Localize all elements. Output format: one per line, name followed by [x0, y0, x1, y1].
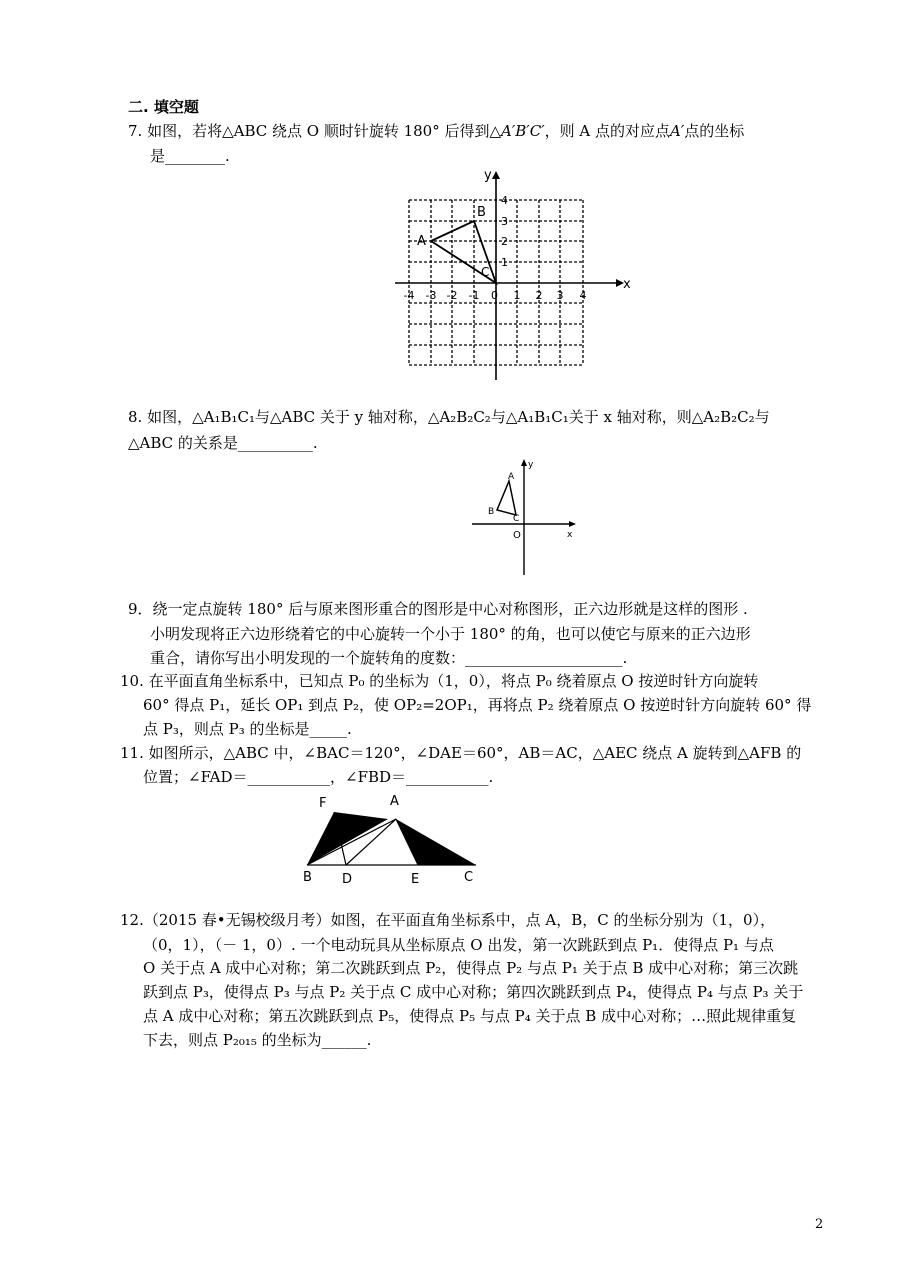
- q11-line2: 位置；∠FAD＝___________，∠FBD＝___________.: [143, 768, 494, 786]
- page-number: 2: [815, 1217, 824, 1232]
- fig7-xtick: -4: [403, 289, 415, 302]
- q7-line1: [128, 121, 744, 141]
- fig7-xtick: -1: [468, 289, 480, 302]
- q7-line2: 是________.: [150, 147, 230, 165]
- fig8-point-c: C: [513, 514, 520, 524]
- q11-line1: 11. 如图所示，△ABC 中，∠BAC＝120°，∠DAE＝60°，AB＝AC，△AEC 绕点 A 旋转到△AFB 的: [120, 744, 802, 762]
- section-title: 二. 填空题: [128, 98, 199, 116]
- fig8-diagram: [466, 457, 581, 579]
- fig7-xtick: 4: [579, 289, 587, 302]
- fig8-triangle-abc: [497, 481, 516, 515]
- q12-line1: 12.（2015 春•无锡校级月考）如图，在平面直角坐标系中，点 A，B，C 的坐标分别为（1，0），: [120, 911, 776, 929]
- fig11-point-a: A: [390, 794, 399, 809]
- fig11-point-b: B: [303, 870, 312, 885]
- fig7-point-b: B: [477, 205, 486, 220]
- fig11-point-e: E: [411, 872, 420, 887]
- q7-text-b: ，则 A 点的对应点: [544, 122, 670, 140]
- fig11-point-c: C: [464, 870, 474, 885]
- q10-line2: 60° 得点 P₁，延长 OP₁ 到点 P₂，使 OP₂=2OP₁，再将点 P₂ 绕着原点 O 按逆时针方向旋转 60° 得: [143, 696, 812, 714]
- fig11-diagram: [296, 790, 486, 890]
- q10-line1: 10. 在平面直角坐标系中，已知点 P₀ 的坐标为（1，0），将点 P₀ 绕着原点 O 按逆时针方向旋转: [120, 672, 759, 690]
- fig11-shaded-triangle-afb: [307, 812, 388, 865]
- fig8-x-label: x: [567, 530, 573, 540]
- q9-line1: 9．绕一定点旋转 180° 后与原来图形重合的图形是中心对称图形，正六边形就是这样的图形 .: [128, 600, 748, 618]
- fig7-xtick: -3: [425, 289, 437, 302]
- q12-line6: 下去，则点 P₂₀₁₅ 的坐标为______.: [143, 1031, 372, 1049]
- q8-line1: 8. 如图，△A₁B₁C₁与△ABC 关于 y 轴对称，△A₂B₂C₂与△A₁B₁C₁关于 x 轴对称，则△A₂B₂C₂与: [128, 408, 770, 426]
- fig8-y-arrow: [521, 459, 527, 466]
- fig7-xtick: -2: [446, 289, 458, 302]
- fig7-y-label: y: [484, 168, 492, 183]
- fig7-origin: 0: [491, 289, 498, 302]
- q12-line3: O 关于点 A 成中心对称；第二次跳跃到点 P₂，使得点 P₂ 与点 P₁ 关于点 B 成中心对称；第三次跳: [143, 959, 799, 977]
- fig7-ytick: 3: [501, 215, 508, 228]
- q7-math-triangle: A′B′C′: [501, 122, 545, 140]
- fig7-xtick: 3: [556, 289, 564, 302]
- q12-line4: 跃到点 P₃，使得点 P₃ 与点 P₂ 关于点 C 成中心对称；第四次跳跃到点 P₄，使得点 P₄ 与点 P₃ 关于: [143, 983, 804, 1001]
- q12-line2: （0，1），（－ 1，0）. 一个电动玩具从坐标原点 O 出发，第一次跳跃到点 P₁．使得点 P₁ 与点: [143, 936, 774, 954]
- fig7-grid-diagram: [390, 166, 640, 381]
- fig11-point-f: F: [319, 796, 327, 811]
- fig7-point-c: C: [481, 265, 490, 279]
- q8-line2: △ABC 的关系是__________.: [128, 434, 318, 452]
- fig8-point-a: A: [508, 472, 515, 482]
- fig11-shaded-triangle-aec: [396, 819, 476, 865]
- fig8-y-label: y: [528, 460, 534, 470]
- q10-line3: 点 P₃，则点 P₃ 的坐标是_____.: [143, 720, 352, 738]
- fig7-xtick: 2: [535, 289, 543, 302]
- fig7-ytick: 4: [501, 194, 508, 207]
- q9-line3: 重合，请你写出小明发现的一个旋转角的度数：_____________________.: [150, 649, 628, 667]
- q9-line2: 小明发现将正六边形绕着它的中心旋转一个小于 180° 的角，也可以使它与原来的正六边形: [150, 625, 751, 643]
- fig8-origin: O: [513, 530, 521, 541]
- fig7-x-label: x: [623, 277, 631, 292]
- fig11-point-d: D: [342, 872, 353, 887]
- q7-text-c: 点的坐标: [684, 122, 745, 140]
- fig7-xtick: 1: [513, 289, 521, 302]
- fig7-ytick: 2: [501, 235, 508, 248]
- fig7-y-arrow: [492, 171, 500, 179]
- fig8-x-arrow: [569, 521, 576, 527]
- fig8-point-b: B: [488, 507, 495, 517]
- fig7-point-a: A: [417, 234, 426, 249]
- fig7-ytick: 1: [501, 256, 508, 269]
- q12-line5: 点 A 成中心对称；第五次跳跃到点 P₅，使得点 P₅ 与点 P₄ 关于点 B 成中心对称；…照此规律重复: [143, 1007, 797, 1025]
- q7-text-a: 7. 如图，若将△ABC 绕点 O 顺时针旋转 180° 后得到△: [128, 122, 502, 140]
- q7-math-point: A′: [669, 122, 685, 140]
